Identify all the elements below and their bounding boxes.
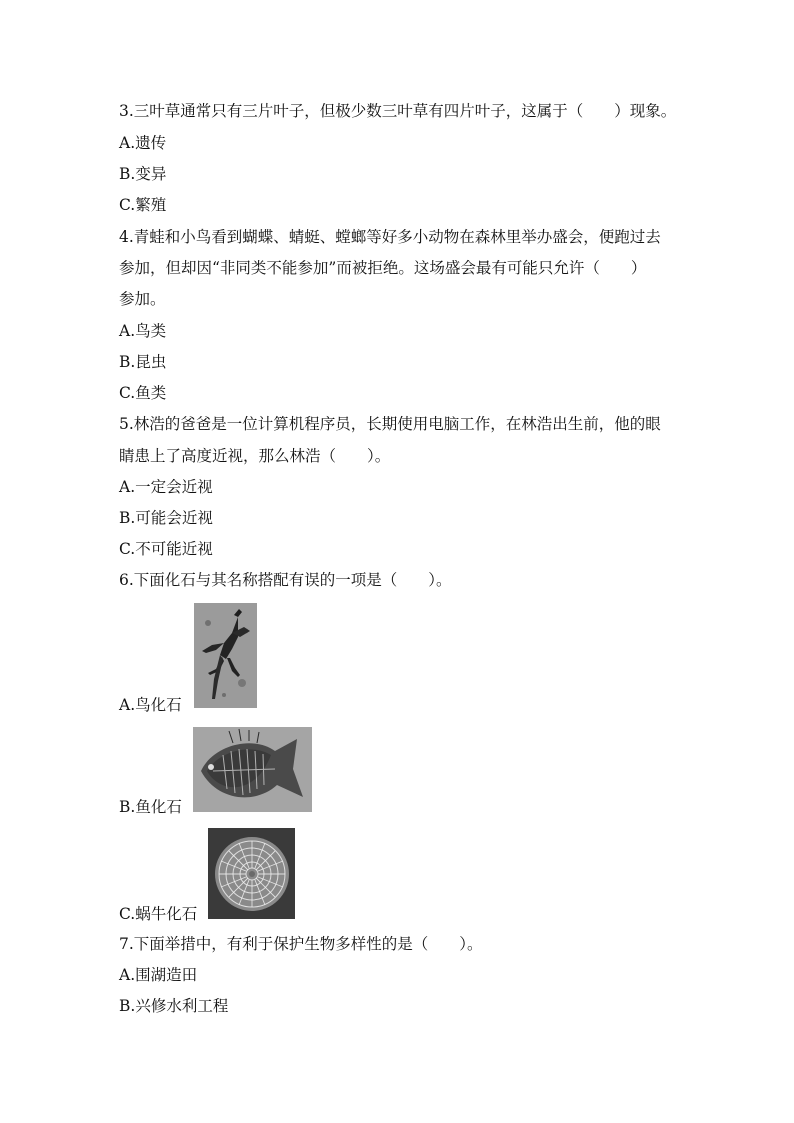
q4-option-c: C.鱼类 <box>119 384 167 402</box>
q4-stem-line1: 4.青蛙和小鸟看到蝴蝶、蜻蜓、螳螂等好多小动物在森林里举办盛会，便跑过去 <box>119 228 661 246</box>
q5-option-c: C.不可能近视 <box>119 540 213 558</box>
fish-fossil-icon <box>193 727 312 812</box>
q6-option-a: A.鸟化石 <box>119 696 182 714</box>
q7-stem: 7.下面举措中，有利于保护生物多样性的是（ ）。 <box>119 935 483 953</box>
q5-option-a: A.一定会近视 <box>119 478 213 496</box>
q3-stem: 3.三叶草通常只有三片叶子，但极少数三叶草有四片叶子，这属于（ ）现象。 <box>119 102 677 120</box>
bird-fossil-icon <box>194 603 257 708</box>
q4-stem-line3: 参加。 <box>119 290 166 308</box>
q5-stem-line1: 5.林浩的爸爸是一位计算机程序员，长期使用电脑工作，在林浩出生前，他的眼 <box>119 415 661 433</box>
q5-option-b: B.可能会近视 <box>119 509 213 527</box>
q3-option-c: C.繁殖 <box>119 196 167 214</box>
q3-option-a: A.遗传 <box>119 134 167 152</box>
ammonite-fossil-icon <box>208 828 295 919</box>
q3-option-b: B.变异 <box>119 165 167 183</box>
q7-option-a: A.围湖造田 <box>119 966 198 984</box>
q6-option-b: B.鱼化石 <box>119 798 182 816</box>
q6-option-c: C.蜗牛化石 <box>119 905 198 923</box>
q6-stem: 6.下面化石与其名称搭配有误的一项是（ ）。 <box>119 571 452 589</box>
q5-stem-line2: 睛患上了高度近视，那么林浩（ ）。 <box>119 447 391 465</box>
q7-option-b: B.兴修水利工程 <box>119 997 229 1015</box>
q4-stem-line2: 参加，但却因“非同类不能参加”而被拒绝。这场盛会最有可能只允许（ ） <box>119 259 647 277</box>
q4-option-b: B.昆虫 <box>119 353 167 371</box>
q4-option-a: A.鸟类 <box>119 322 167 340</box>
